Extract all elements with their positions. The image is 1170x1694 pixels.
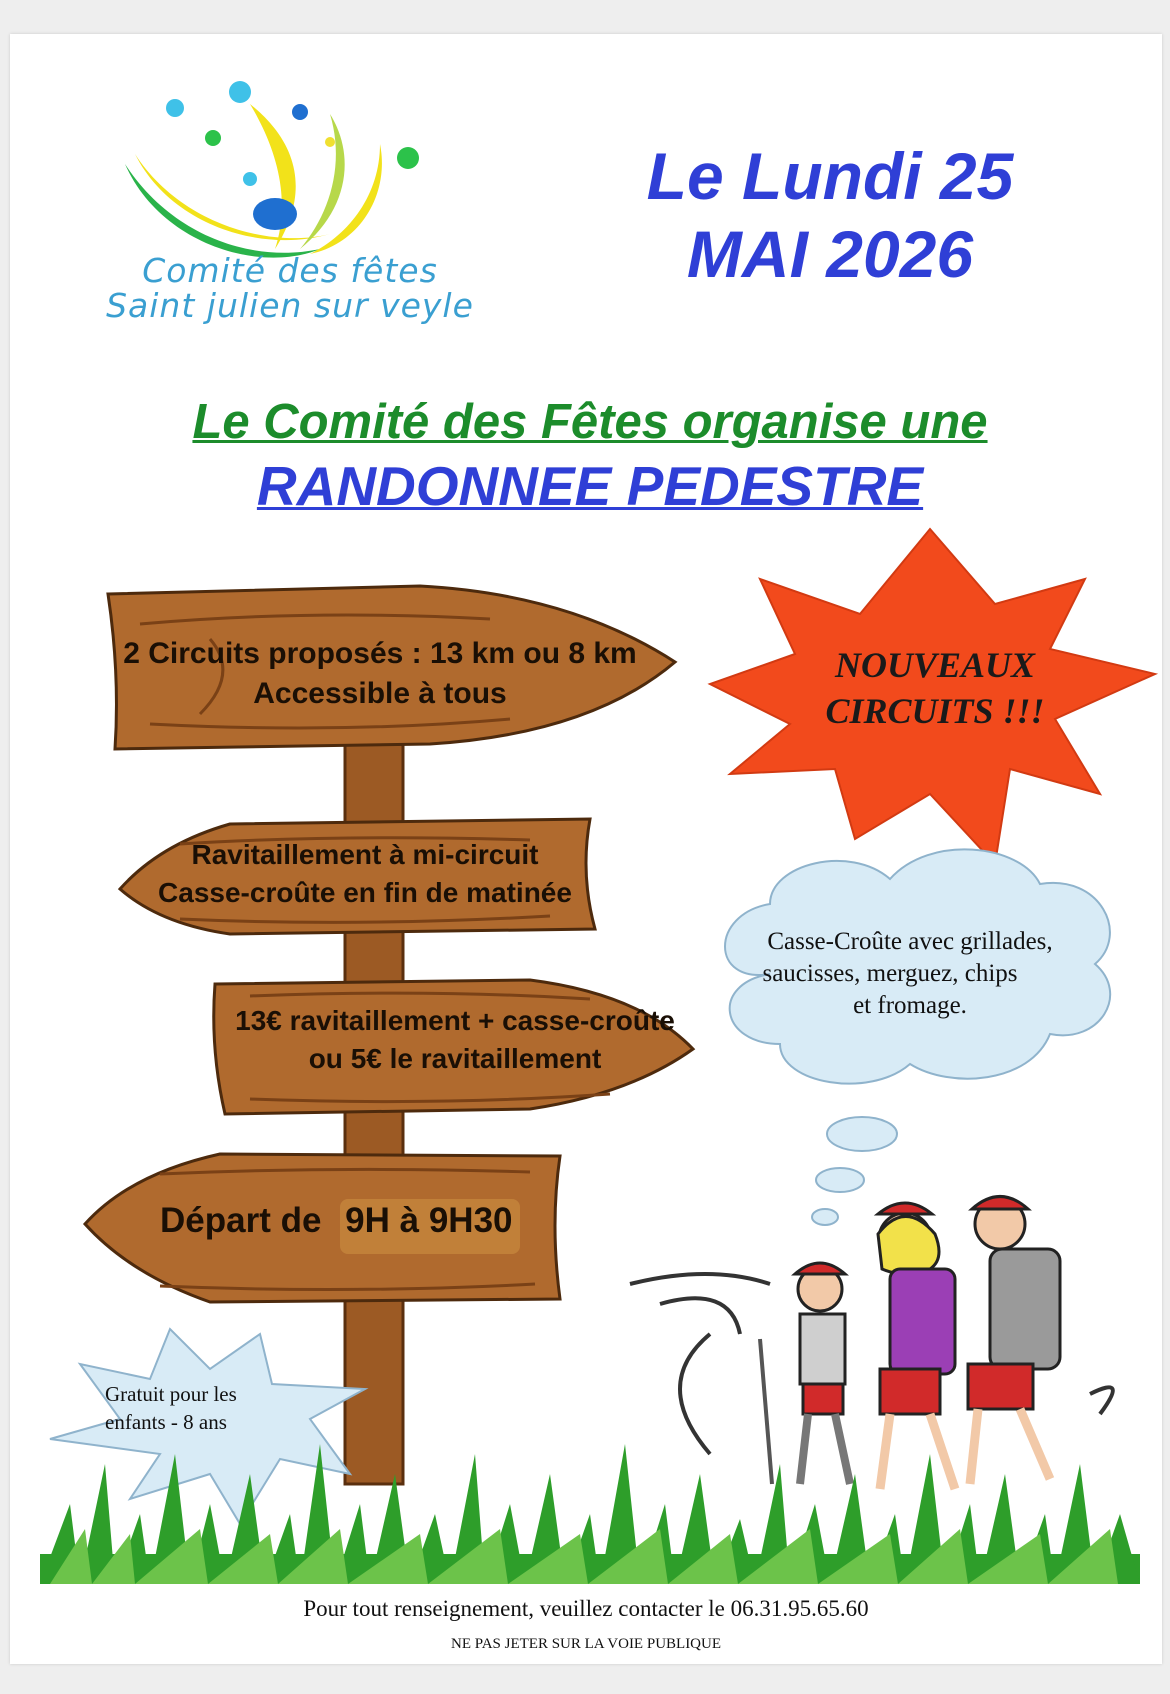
kids-line2: enfants - 8 ans — [105, 1410, 227, 1434]
sign-1-line1: 2 Circuits proposés : 13 km ou 8 km — [123, 637, 637, 670]
cloud-line2: saucisses, merguez, chips — [762, 960, 1018, 987]
departure-time: 9H à 9H30 — [345, 1201, 513, 1240]
cloud-text — [720, 926, 1100, 1022]
kids-line1: Gratuit pour les — [105, 1382, 237, 1406]
sign-1-text — [120, 634, 640, 714]
headline-organizer: Le Comité des Fêtes organise une — [192, 395, 988, 449]
event-date-line1: Le Lundi 25 — [646, 139, 1014, 213]
sign-2-line1: Ravitaillement à mi-circuit — [191, 839, 539, 870]
sign-3-line2: ou 5€ le ravitaillement — [308, 1043, 602, 1074]
burst-text — [770, 642, 1100, 734]
kids-badge-text — [105, 1380, 285, 1436]
sign-3-line1: 13€ ravitaillement + casse-croûte — [235, 1005, 675, 1036]
headline-event: RANDONNEE PEDESTRE — [256, 455, 924, 517]
burst-line1: NOUVEAUX — [834, 645, 1036, 685]
burst-line2: CIRCUITS !!! — [825, 691, 1045, 731]
footer-notice: NE PAS JETER SUR LA VOIE PUBLIQUE — [450, 1636, 722, 1652]
sign-2-line2: Casse-croûte en fin de matinée — [158, 877, 572, 908]
sign-1-line2: Accessible à tous — [253, 677, 507, 710]
logo-name-line1: Comité des fêtes — [142, 251, 438, 290]
hikers-illustration — [760, 1197, 1060, 1490]
thought-cloud — [725, 849, 1110, 1225]
sign-4-text — [160, 1196, 560, 1246]
event-date-line2: MAI 2026 — [686, 217, 974, 291]
departure-label: Départ de — [160, 1201, 322, 1240]
logo-name-line2: Saint julien sur veyle — [106, 286, 474, 325]
sign-2-text — [140, 836, 590, 912]
footer-contact: Pour tout renseignement, veuillez contacter le 06.31.95.65.60 — [303, 1596, 869, 1621]
sign-3-text — [220, 1002, 690, 1078]
committee-logo — [125, 81, 419, 258]
cloud-line3: et fromage. — [853, 992, 967, 1019]
poster — [10, 34, 1162, 1664]
cloud-line1: Casse-Croûte avec grillades, — [767, 928, 1053, 955]
